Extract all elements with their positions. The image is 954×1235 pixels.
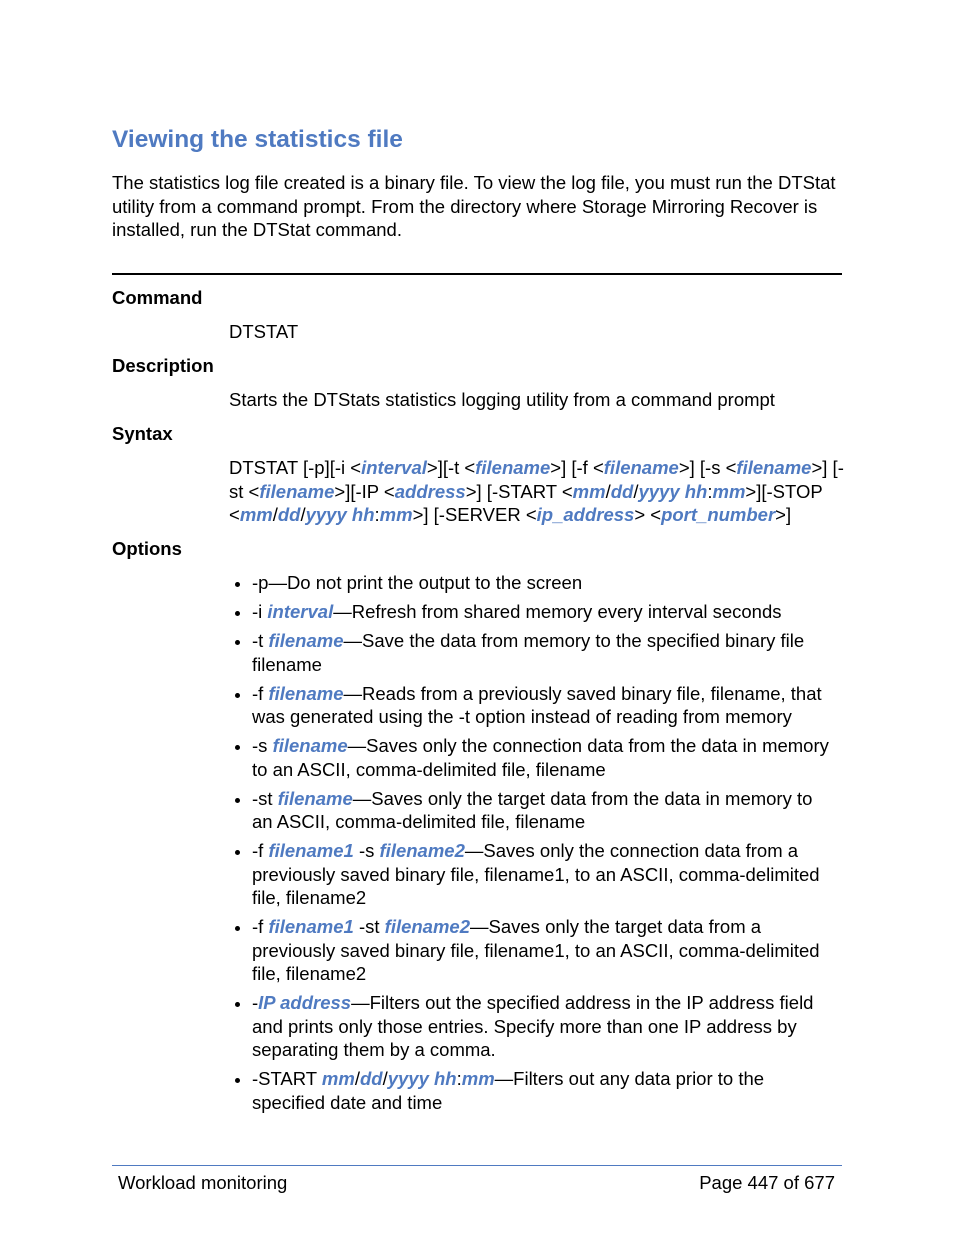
parameter-placeholder: filename xyxy=(272,735,348,756)
footer-rule xyxy=(112,1165,842,1166)
text-run: DTSTAT [-p][-i < xyxy=(229,457,362,478)
text-run: : xyxy=(456,1068,462,1089)
text-run: >][-IP < xyxy=(334,480,395,502)
options-label: Options xyxy=(112,538,182,559)
text-run: -t xyxy=(252,630,269,651)
text-run: -p—Do not print the output to the screen xyxy=(252,572,583,593)
option-item xyxy=(229,629,829,676)
footer-section: Workload monitoring xyxy=(118,1172,288,1193)
bullet-icon xyxy=(235,798,240,803)
syntax-value xyxy=(229,456,844,527)
bullet-icon xyxy=(235,693,240,698)
parameter-placeholder: filename xyxy=(603,457,679,478)
text-run: : xyxy=(374,504,380,525)
text-run: -f xyxy=(252,840,269,861)
option-item xyxy=(229,991,829,1062)
parameter-placeholder: dd xyxy=(359,1068,383,1089)
parameter-placeholder: yyyy hh xyxy=(305,504,375,525)
option-item xyxy=(229,734,829,781)
text-run: >] [-SERVER < xyxy=(412,504,537,525)
text-run: - xyxy=(252,992,259,1013)
parameter-placeholder: interval xyxy=(361,457,427,478)
option-item xyxy=(229,600,829,624)
text-run: / xyxy=(605,480,611,502)
parameter-placeholder: dd xyxy=(610,480,634,502)
description-label: Description xyxy=(112,355,214,376)
text-run: >][-t < xyxy=(426,457,476,478)
text-run: >] [-s < xyxy=(678,457,737,478)
bullet-icon xyxy=(235,611,240,616)
parameter-placeholder: yyyy hh xyxy=(387,1068,457,1089)
option-item xyxy=(229,787,829,834)
option-item xyxy=(229,839,829,910)
parameter-placeholder: filename xyxy=(259,480,335,502)
bullet-icon xyxy=(235,640,240,645)
parameter-placeholder: filename2 xyxy=(384,916,471,937)
syntax-label: Syntax xyxy=(112,423,173,444)
parameter-placeholder: filename1 xyxy=(268,840,354,861)
bullet-icon xyxy=(235,850,240,855)
text-run: —Refresh from shared memory every interval seconds xyxy=(333,601,782,622)
text-run: >] [-f < xyxy=(550,457,604,478)
bullet-icon xyxy=(235,1078,240,1083)
parameter-placeholder: filename xyxy=(277,787,353,809)
text-run: >] [-st < xyxy=(229,457,844,502)
bullet-icon xyxy=(235,582,240,587)
parameter-placeholder: interval xyxy=(267,601,334,622)
text-run: -s xyxy=(353,840,380,861)
parameter-placeholder: ip_address xyxy=(536,504,635,525)
text-run: > < xyxy=(634,504,662,525)
text-run: —Saves only the connection data from a previously saved binary file, filename1, to an ASCII, comma-delimited file, filename2 xyxy=(252,840,820,908)
parameter-placeholder: filename xyxy=(268,630,344,651)
text-run: —Filters out the specified address in the IP address field and prints only those entries. Specify more than one IP address by separating them by a comma. xyxy=(252,992,814,1060)
text-run: —Save the data from memory to the specified binary file filename xyxy=(252,630,805,675)
options-list xyxy=(229,571,829,1120)
command-label: Command xyxy=(112,287,203,308)
text-run: -f xyxy=(252,916,269,937)
text-run: -s xyxy=(252,735,273,756)
parameter-placeholder: mm xyxy=(712,480,746,502)
text-run: —Saves only the target data from a previously saved binary file, filename1, to an ASCII, comma-delimited file, filename2 xyxy=(252,916,820,984)
option-item xyxy=(229,682,829,729)
text-run: : xyxy=(707,480,713,502)
parameter-placeholder: yyyy hh xyxy=(638,480,708,502)
command-value: DTSTAT xyxy=(229,321,299,342)
text-run: >] [-START < xyxy=(465,480,573,502)
option-item xyxy=(229,915,829,986)
parameter-placeholder: filename1 xyxy=(268,916,354,937)
bullet-icon xyxy=(235,745,240,750)
text-run: -i xyxy=(252,601,268,622)
parameter-placeholder: port_number xyxy=(661,504,776,525)
parameter-placeholder: dd xyxy=(277,504,301,525)
text-run: >][-STOP < xyxy=(229,480,823,525)
text-run: / xyxy=(354,1068,360,1089)
parameter-placeholder: mm xyxy=(572,480,606,502)
parameter-placeholder: mm xyxy=(461,1068,495,1089)
footer-page-number: Page 447 of 677 xyxy=(699,1172,835,1193)
text-run: —Saves only the connection data from the data in memory to an ASCII, comma-delimited file, filename xyxy=(252,735,829,780)
page-title: Viewing the statistics file xyxy=(112,126,403,153)
parameter-placeholder: mm xyxy=(239,504,273,525)
text-run: >] xyxy=(775,504,792,525)
text-run: -st xyxy=(252,787,278,809)
parameter-placeholder: filename xyxy=(475,457,551,478)
table-top-rule xyxy=(112,273,842,275)
text-run: -START xyxy=(252,1068,322,1089)
parameter-placeholder: IP address xyxy=(258,992,352,1013)
option-item xyxy=(229,571,829,595)
bullet-icon xyxy=(235,1002,240,1007)
bullet-icon xyxy=(235,926,240,931)
text-run: / xyxy=(300,504,306,525)
text-run: -st xyxy=(353,916,385,937)
text-run: -f xyxy=(252,682,269,704)
parameter-placeholder: mm xyxy=(379,504,413,525)
text-run: / xyxy=(272,504,278,525)
parameter-placeholder: mm xyxy=(321,1068,355,1089)
text-run: / xyxy=(382,1068,388,1089)
text-run: —Filters out any data prior to the specified date and time xyxy=(252,1068,765,1113)
option-item xyxy=(229,1067,829,1114)
description-value: Starts the DTStats statistics logging utility from a command prompt xyxy=(229,389,775,410)
parameter-placeholder: address xyxy=(394,480,466,502)
parameter-placeholder: filename2 xyxy=(379,840,465,861)
intro-paragraph: The statistics log file created is a binary file. To view the log file, you must run the DTStat utility from a command prompt. From the directory where Storage Mirroring Recover is installed, run the DTStat command. xyxy=(112,172,836,240)
text-run: / xyxy=(633,480,639,502)
parameter-placeholder: filename xyxy=(736,457,812,478)
parameter-placeholder: filename xyxy=(268,682,344,704)
text-run: —Reads from a previously saved binary file, filename, that was generated using the -t option instead of reading from memory xyxy=(252,682,822,727)
text-run: —Saves only the target data from the data in memory to an ASCII, comma-delimited file, filename xyxy=(252,787,813,832)
